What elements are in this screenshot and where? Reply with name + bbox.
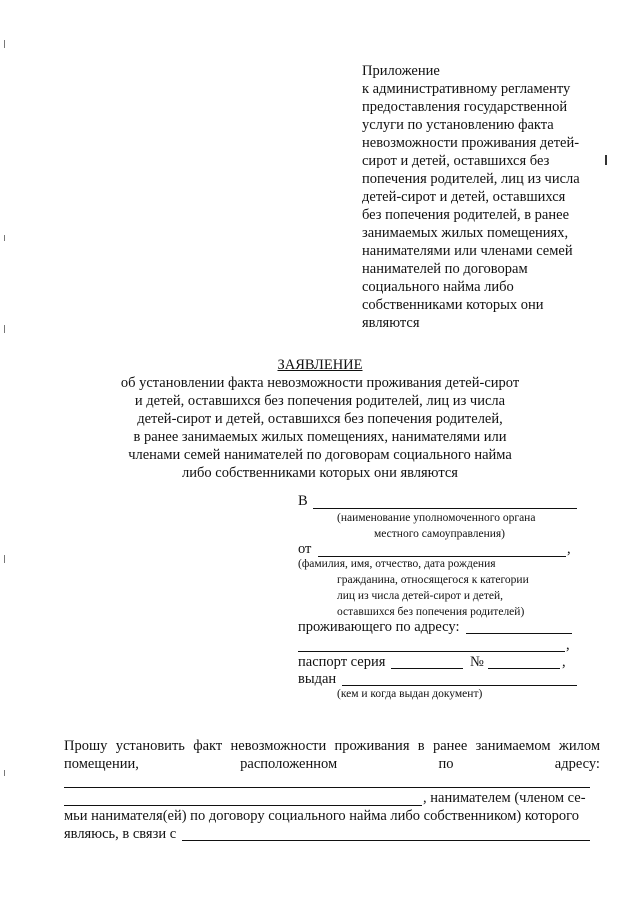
from-hint: лиц из числа детей-сирот и детей, xyxy=(337,590,503,602)
body-line-spaced xyxy=(64,755,600,773)
passport-series-field[interactable] xyxy=(391,668,463,669)
to-hint: (наименование уполномоченного органа xyxy=(337,512,536,524)
body-word: помещении, xyxy=(64,756,139,772)
appendix-line: к административному регламенту xyxy=(362,81,571,97)
title-line: и детей, оставшихся без попечения родителей, лиц из числа xyxy=(134,393,506,409)
appendix-line: занимаемых жилых помещениях, xyxy=(362,225,569,241)
document-heading: ЗАЯВЛЕНИЕ xyxy=(277,357,363,373)
body-word: адресу: xyxy=(554,756,600,772)
appendix-line: Приложение xyxy=(362,63,440,79)
address-field-line2[interactable] xyxy=(298,651,565,652)
body-line: мьи нанимателя(ей) по договору социального найма либо собственником) которого xyxy=(64,808,579,824)
appendix-line: без попечения родителей, в ранее xyxy=(362,207,570,223)
to-hint: местного самоуправления) xyxy=(374,528,506,540)
from-hint: (фамилия, имя, отчество, дата рождения xyxy=(298,558,496,570)
appendix-line: сирот и детей, оставшихся без xyxy=(362,153,550,169)
appendix-line: предоставления государственной xyxy=(362,99,568,115)
scan-mark xyxy=(4,235,5,241)
title-line: членами семей нанимателей по договорам социального найма xyxy=(128,447,512,463)
address-field[interactable] xyxy=(466,633,572,634)
title-line: в ранее занимаемых жилых помещениях, нанимателями или xyxy=(133,429,507,445)
from-comma: , xyxy=(567,541,571,557)
from-label: от xyxy=(298,541,312,557)
appendix-line: детей-сирот и детей, оставшихся xyxy=(362,189,566,205)
from-hint: оставшихся без попечения родителей) xyxy=(337,606,525,618)
statement-title xyxy=(100,356,540,482)
scan-mark xyxy=(4,40,5,48)
property-address-field-line2[interactable] xyxy=(64,805,422,806)
passport-comma: , xyxy=(562,654,566,670)
title-line: об установлении факта невозможности проживания детей-сирот xyxy=(120,375,520,391)
appendix-line: социального найма либо xyxy=(362,279,514,295)
title-line: детей-сирот и детей, оставшихся без попечения родителей, xyxy=(137,411,503,427)
issued-label: выдан xyxy=(298,671,337,687)
issued-hint: (кем и когда выдан документ) xyxy=(337,688,483,700)
appendix-line: попечения родителей, лиц из числа xyxy=(362,171,580,187)
body-line-tail: , нанимателем (членом се- xyxy=(423,790,586,806)
passport-series-label: паспорт серия xyxy=(298,654,386,670)
body-line-start: являюсь, в связи с xyxy=(64,826,177,842)
scan-mark xyxy=(605,155,607,165)
address-comma: , xyxy=(566,637,570,653)
appendix-block xyxy=(362,62,580,332)
body-word: расположенном xyxy=(240,756,338,772)
appendix-line: являются xyxy=(362,315,420,331)
property-address-field[interactable] xyxy=(64,787,590,788)
to-authority-field[interactable] xyxy=(313,508,577,509)
body-line: Прошу установить факт невозможности проживания в ранее занимаемом жилом xyxy=(64,738,600,754)
scan-mark xyxy=(4,770,5,776)
appendix-line: собственниками которых они xyxy=(362,297,544,313)
scan-mark xyxy=(4,325,5,333)
appendix-line: нанимателей по договорам xyxy=(362,261,528,277)
address-label: проживающего по адресу: xyxy=(298,619,460,635)
passport-number-field[interactable] xyxy=(488,668,560,669)
appendix-line: невозможности проживания детей- xyxy=(362,135,580,151)
passport-number-sign: № xyxy=(470,654,484,670)
to-label: В xyxy=(298,493,308,509)
appendix-line: услуги по установлению факта xyxy=(362,117,554,133)
reason-field[interactable] xyxy=(182,840,590,841)
from-hint: гражданина, относящегося к категории xyxy=(337,574,529,586)
body-word: по xyxy=(438,756,454,772)
title-line: либо собственниками которых они являются xyxy=(182,465,458,481)
scan-mark xyxy=(4,555,5,563)
appendix-line: нанимателями или членами семей xyxy=(362,243,573,259)
